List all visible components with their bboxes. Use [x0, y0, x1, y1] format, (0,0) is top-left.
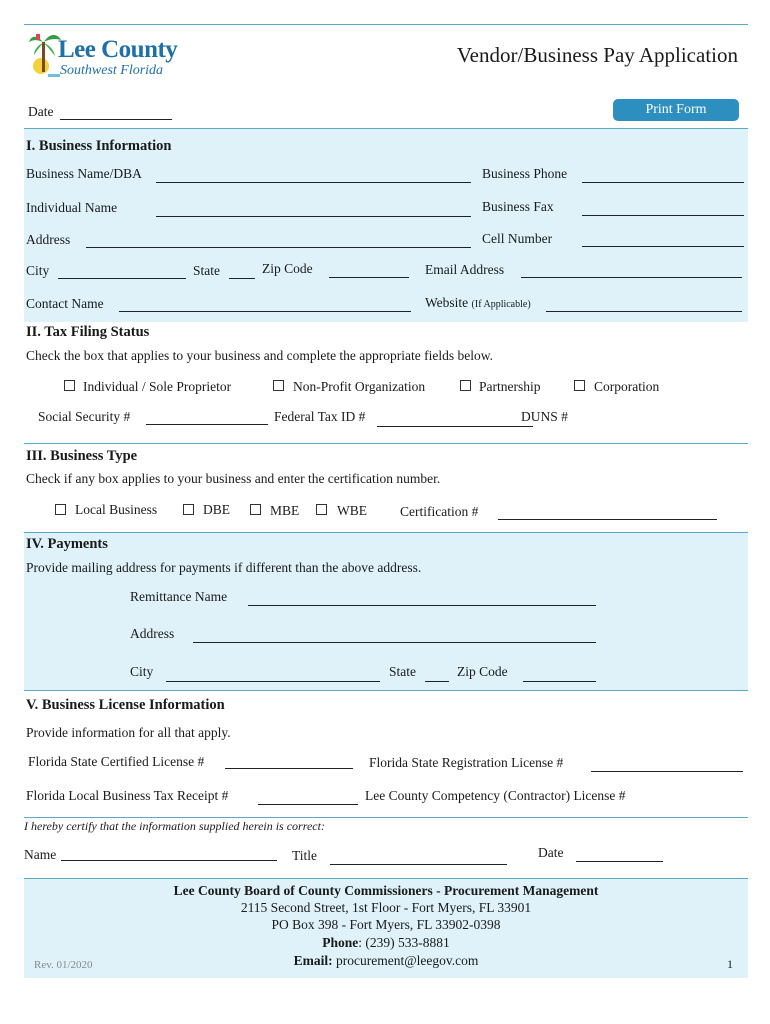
business-fax-field[interactable] [582, 215, 744, 216]
section-rule [24, 443, 748, 444]
email-value: procurement@leegov.com [332, 953, 479, 968]
revision-label: Rev. 01/2020 [34, 959, 93, 971]
nonprofit-option-label: Non-Profit Organization [293, 379, 426, 394]
city-label: City [26, 263, 50, 278]
email-address-field[interactable] [521, 277, 742, 278]
license-instruction: Provide information for all that apply. [26, 725, 231, 740]
date-label: Date [28, 104, 54, 119]
remittance-name-label: Remittance Name [130, 589, 228, 604]
footer-phone [24, 936, 748, 950]
corporation-option-label: Corporation [594, 379, 660, 394]
individual-name-label: Individual Name [26, 200, 118, 215]
contact-name-label: Contact Name [26, 296, 104, 311]
email-label: Email: [293, 953, 333, 968]
mbe-checkbox[interactable] [250, 504, 261, 515]
website-label-text: Website [425, 295, 469, 310]
signer-title-label: Title [292, 848, 318, 863]
zip-code-label: Zip Code [262, 261, 313, 276]
remit-address-label: Address [130, 626, 175, 641]
cell-number-label: Cell Number [482, 231, 553, 246]
remit-address-field[interactable] [193, 642, 596, 643]
individual-name-field[interactable] [156, 216, 471, 217]
local-business-checkbox[interactable] [55, 504, 66, 515]
remit-zip-label: Zip Code [457, 664, 508, 679]
mbe-label: MBE [270, 503, 300, 518]
address-label: Address [26, 232, 71, 247]
payments-instruction: Provide mailing address for payments if different than the above address. [26, 560, 422, 575]
certification-statement: I hereby certify that the information supplied herein is correct: [24, 819, 325, 833]
competency-license-label: Lee County Competency (Contractor) License # [365, 788, 626, 803]
wbe-checkbox[interactable] [316, 504, 327, 515]
section-rule [24, 690, 748, 691]
individual-checkbox[interactable] [64, 380, 75, 391]
website-note: (If Applicable) [471, 299, 531, 310]
business-name-field[interactable] [156, 182, 471, 183]
duns-label: DUNS # [521, 409, 568, 424]
local-tax-receipt-label: Florida Local Business Tax Receipt # [26, 788, 229, 803]
signer-name-field[interactable] [61, 860, 277, 861]
city-field[interactable] [58, 278, 186, 279]
print-form-button[interactable]: Print Form [613, 99, 739, 121]
fl-certified-license-field[interactable] [225, 768, 353, 769]
business-fax-label: Business Fax [482, 199, 554, 214]
remit-city-label: City [130, 664, 154, 679]
signature-date-label: Date [538, 845, 564, 860]
remit-zip-field[interactable] [523, 681, 596, 682]
logo-subtitle: Southwest Florida [60, 63, 164, 78]
business-type-instruction: Check if any box applies to your business and enter the certification number. [26, 471, 441, 486]
remit-state-field[interactable] [425, 681, 449, 682]
business-phone-field[interactable] [582, 182, 744, 183]
cell-number-field[interactable] [582, 246, 744, 247]
section-rule [24, 878, 748, 879]
fl-registration-license-label: Florida State Registration License # [369, 755, 564, 770]
palm-tree-icon [28, 30, 62, 78]
section-rule [24, 817, 748, 818]
date-field[interactable] [60, 119, 172, 120]
website-label [425, 296, 531, 310]
remit-city-field[interactable] [166, 681, 380, 682]
zip-code-field[interactable] [329, 277, 409, 278]
corporation-checkbox[interactable] [574, 380, 585, 391]
payments-heading: IV. Payments [26, 536, 108, 552]
section-rule [24, 532, 748, 533]
federal-tax-id-field[interactable] [377, 426, 533, 427]
phone-value: : (239) 533-8881 [358, 935, 450, 950]
page-title: Vendor/Business Pay Application [456, 43, 738, 67]
local-business-label: Local Business [75, 502, 158, 517]
footer-po-box: PO Box 398 - Fort Myers, FL 33902-0398 [271, 917, 501, 932]
business-type-heading: III. Business Type [26, 448, 138, 464]
signature-date-field[interactable] [576, 861, 663, 862]
certification-field[interactable] [498, 519, 717, 520]
business-phone-label: Business Phone [482, 166, 568, 181]
dbe-label: DBE [203, 502, 230, 517]
certification-label: Certification # [400, 504, 479, 519]
tax-filing-heading: II. Tax Filing Status [26, 324, 150, 340]
wbe-label: WBE [337, 503, 367, 518]
footer-email [24, 953, 748, 971]
ssn-label: Social Security # [38, 409, 131, 424]
email-address-label: Email Address [425, 262, 505, 277]
business-info-heading: I. Business Information [26, 138, 172, 154]
website-field[interactable] [546, 311, 742, 312]
footer-org: Lee County Board of County Commissioners - Procurement Management [173, 883, 599, 898]
signer-title-field[interactable] [330, 864, 507, 865]
section-rule [24, 128, 748, 129]
remit-state-label: State [389, 664, 416, 679]
page-number: 1 [727, 957, 733, 971]
local-tax-receipt-field[interactable] [258, 804, 358, 805]
fl-certified-license-label: Florida State Certified License # [28, 754, 205, 769]
nonprofit-checkbox[interactable] [273, 380, 284, 391]
lee-county-logo [28, 30, 178, 80]
business-info-section [24, 128, 748, 322]
license-heading: V. Business License Information [26, 697, 225, 713]
partnership-option-label: Partnership [479, 379, 541, 394]
contact-name-field[interactable] [119, 311, 411, 312]
top-rule [24, 24, 748, 25]
address-field[interactable] [86, 247, 471, 248]
footer-street: 2115 Second Street, 1st Floor - Fort Myers, FL 33901 [240, 900, 532, 915]
phone-label: Phone [322, 935, 359, 950]
state-label: State [193, 263, 220, 278]
partnership-checkbox[interactable] [460, 380, 471, 391]
business-name-label: Business Name/DBA [26, 166, 142, 181]
remittance-name-field[interactable] [248, 605, 596, 606]
signer-name-label: Name [24, 847, 57, 862]
fl-registration-license-field[interactable] [591, 771, 743, 772]
dbe-checkbox[interactable] [183, 504, 194, 515]
logo-title: Lee County [58, 36, 178, 63]
ssn-field[interactable] [146, 424, 268, 425]
state-field[interactable] [229, 278, 255, 279]
tax-filing-instruction: Check the box that applies to your business and complete the appropriate fields below. [26, 348, 494, 363]
federal-tax-id-label: Federal Tax ID # [274, 409, 366, 424]
individual-option-label: Individual / Sole Proprietor [83, 379, 232, 394]
